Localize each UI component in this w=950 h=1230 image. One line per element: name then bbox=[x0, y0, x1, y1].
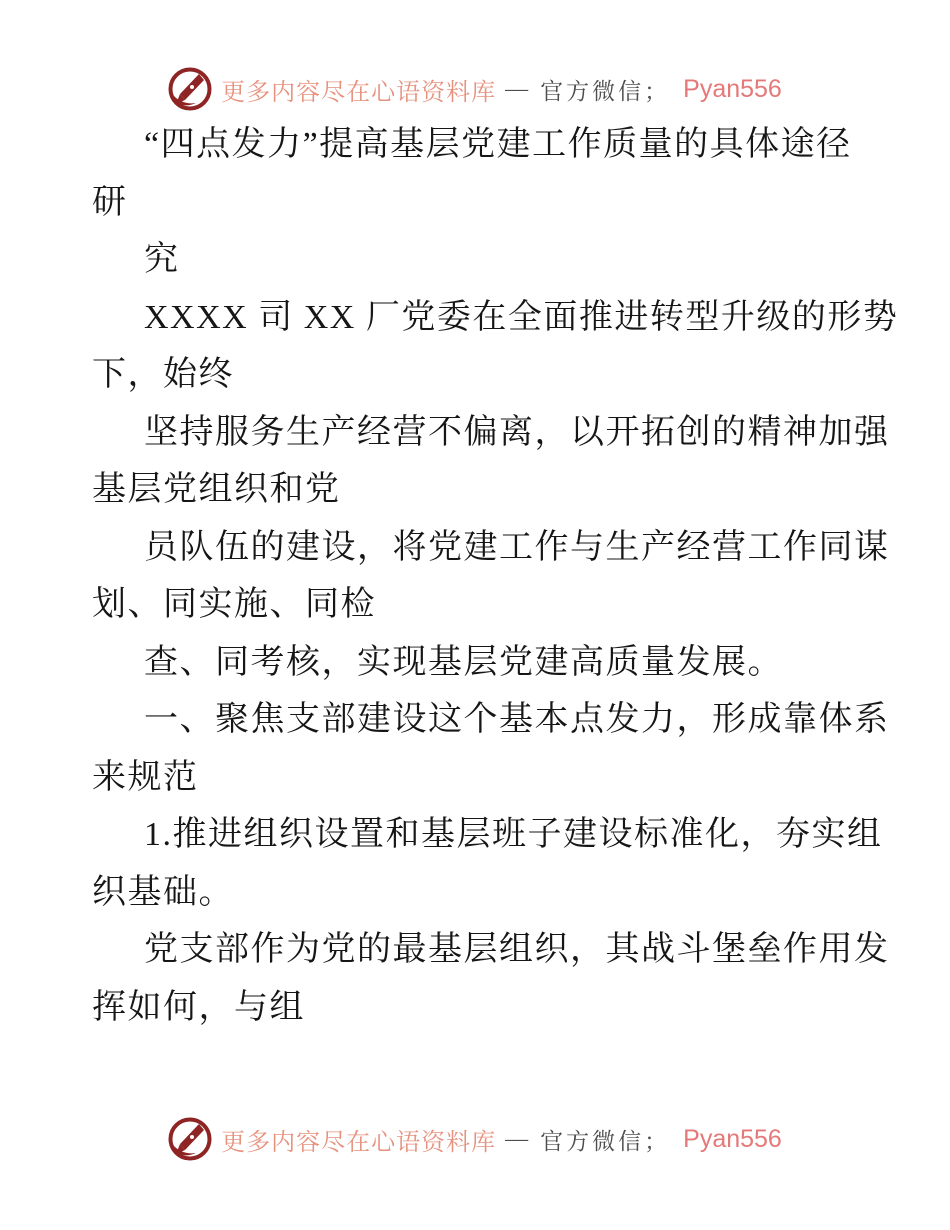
footer-brand-bar bbox=[0, 1116, 950, 1162]
brand-dash: — bbox=[505, 1126, 532, 1151]
document-line: 挥如何，与组 bbox=[92, 988, 305, 1026]
brand-wechat-label: 官方微信； bbox=[540, 1128, 671, 1154]
document-line: 坚持服务生产经营不偏离，以开拓创的精神加强 bbox=[144, 413, 890, 451]
brand-dash: — bbox=[505, 76, 532, 101]
document-line: XXXX 司 XX 厂党委在全面推进转型升级的形势 bbox=[144, 298, 899, 336]
document-line: 来规范 bbox=[92, 758, 199, 796]
document-line: 查、同考核，实现基层党建高质量发展。 bbox=[144, 643, 783, 681]
brand-wechat-id: Pyan556 bbox=[683, 74, 782, 103]
document-text-block bbox=[92, 116, 899, 1036]
document-line: 1.推进组织设置和基层班子建设标准化，夯实组 bbox=[144, 816, 883, 853]
brand-site-text: 更多内容尽在心语资料库 bbox=[221, 79, 497, 106]
brand-wechat-label: 官方微信； bbox=[540, 78, 671, 104]
document-line: 划、同实施、同检 bbox=[92, 586, 376, 623]
document-heading-line: 一、聚焦支部建设这个基本点发力，形成靠体系 bbox=[144, 701, 890, 738]
brand-site-text: 更多内容尽在心语资料库 bbox=[221, 1129, 497, 1156]
document-line: 究 bbox=[144, 241, 180, 278]
pen-in-circle-icon bbox=[168, 67, 212, 111]
document-line: 下，始终 bbox=[92, 356, 234, 393]
header-brand-bar bbox=[0, 66, 950, 112]
brand-wechat-id: Pyan556 bbox=[683, 1124, 782, 1153]
document-line: 党支部作为党的最基层组织，其战斗堡垒作用发 bbox=[144, 931, 890, 968]
document-line: 员队伍的建设，将党建工作与生产经营工作同谋 bbox=[144, 528, 890, 566]
document-line: 研 bbox=[92, 183, 128, 221]
document-title-line: “四点发力”提高基层党建工作质量的具体途径 bbox=[144, 126, 852, 163]
pen-in-circle-icon bbox=[168, 1117, 212, 1161]
document-line: 织基础。 bbox=[92, 873, 234, 911]
document-line: 基层党组织和党 bbox=[92, 471, 341, 508]
